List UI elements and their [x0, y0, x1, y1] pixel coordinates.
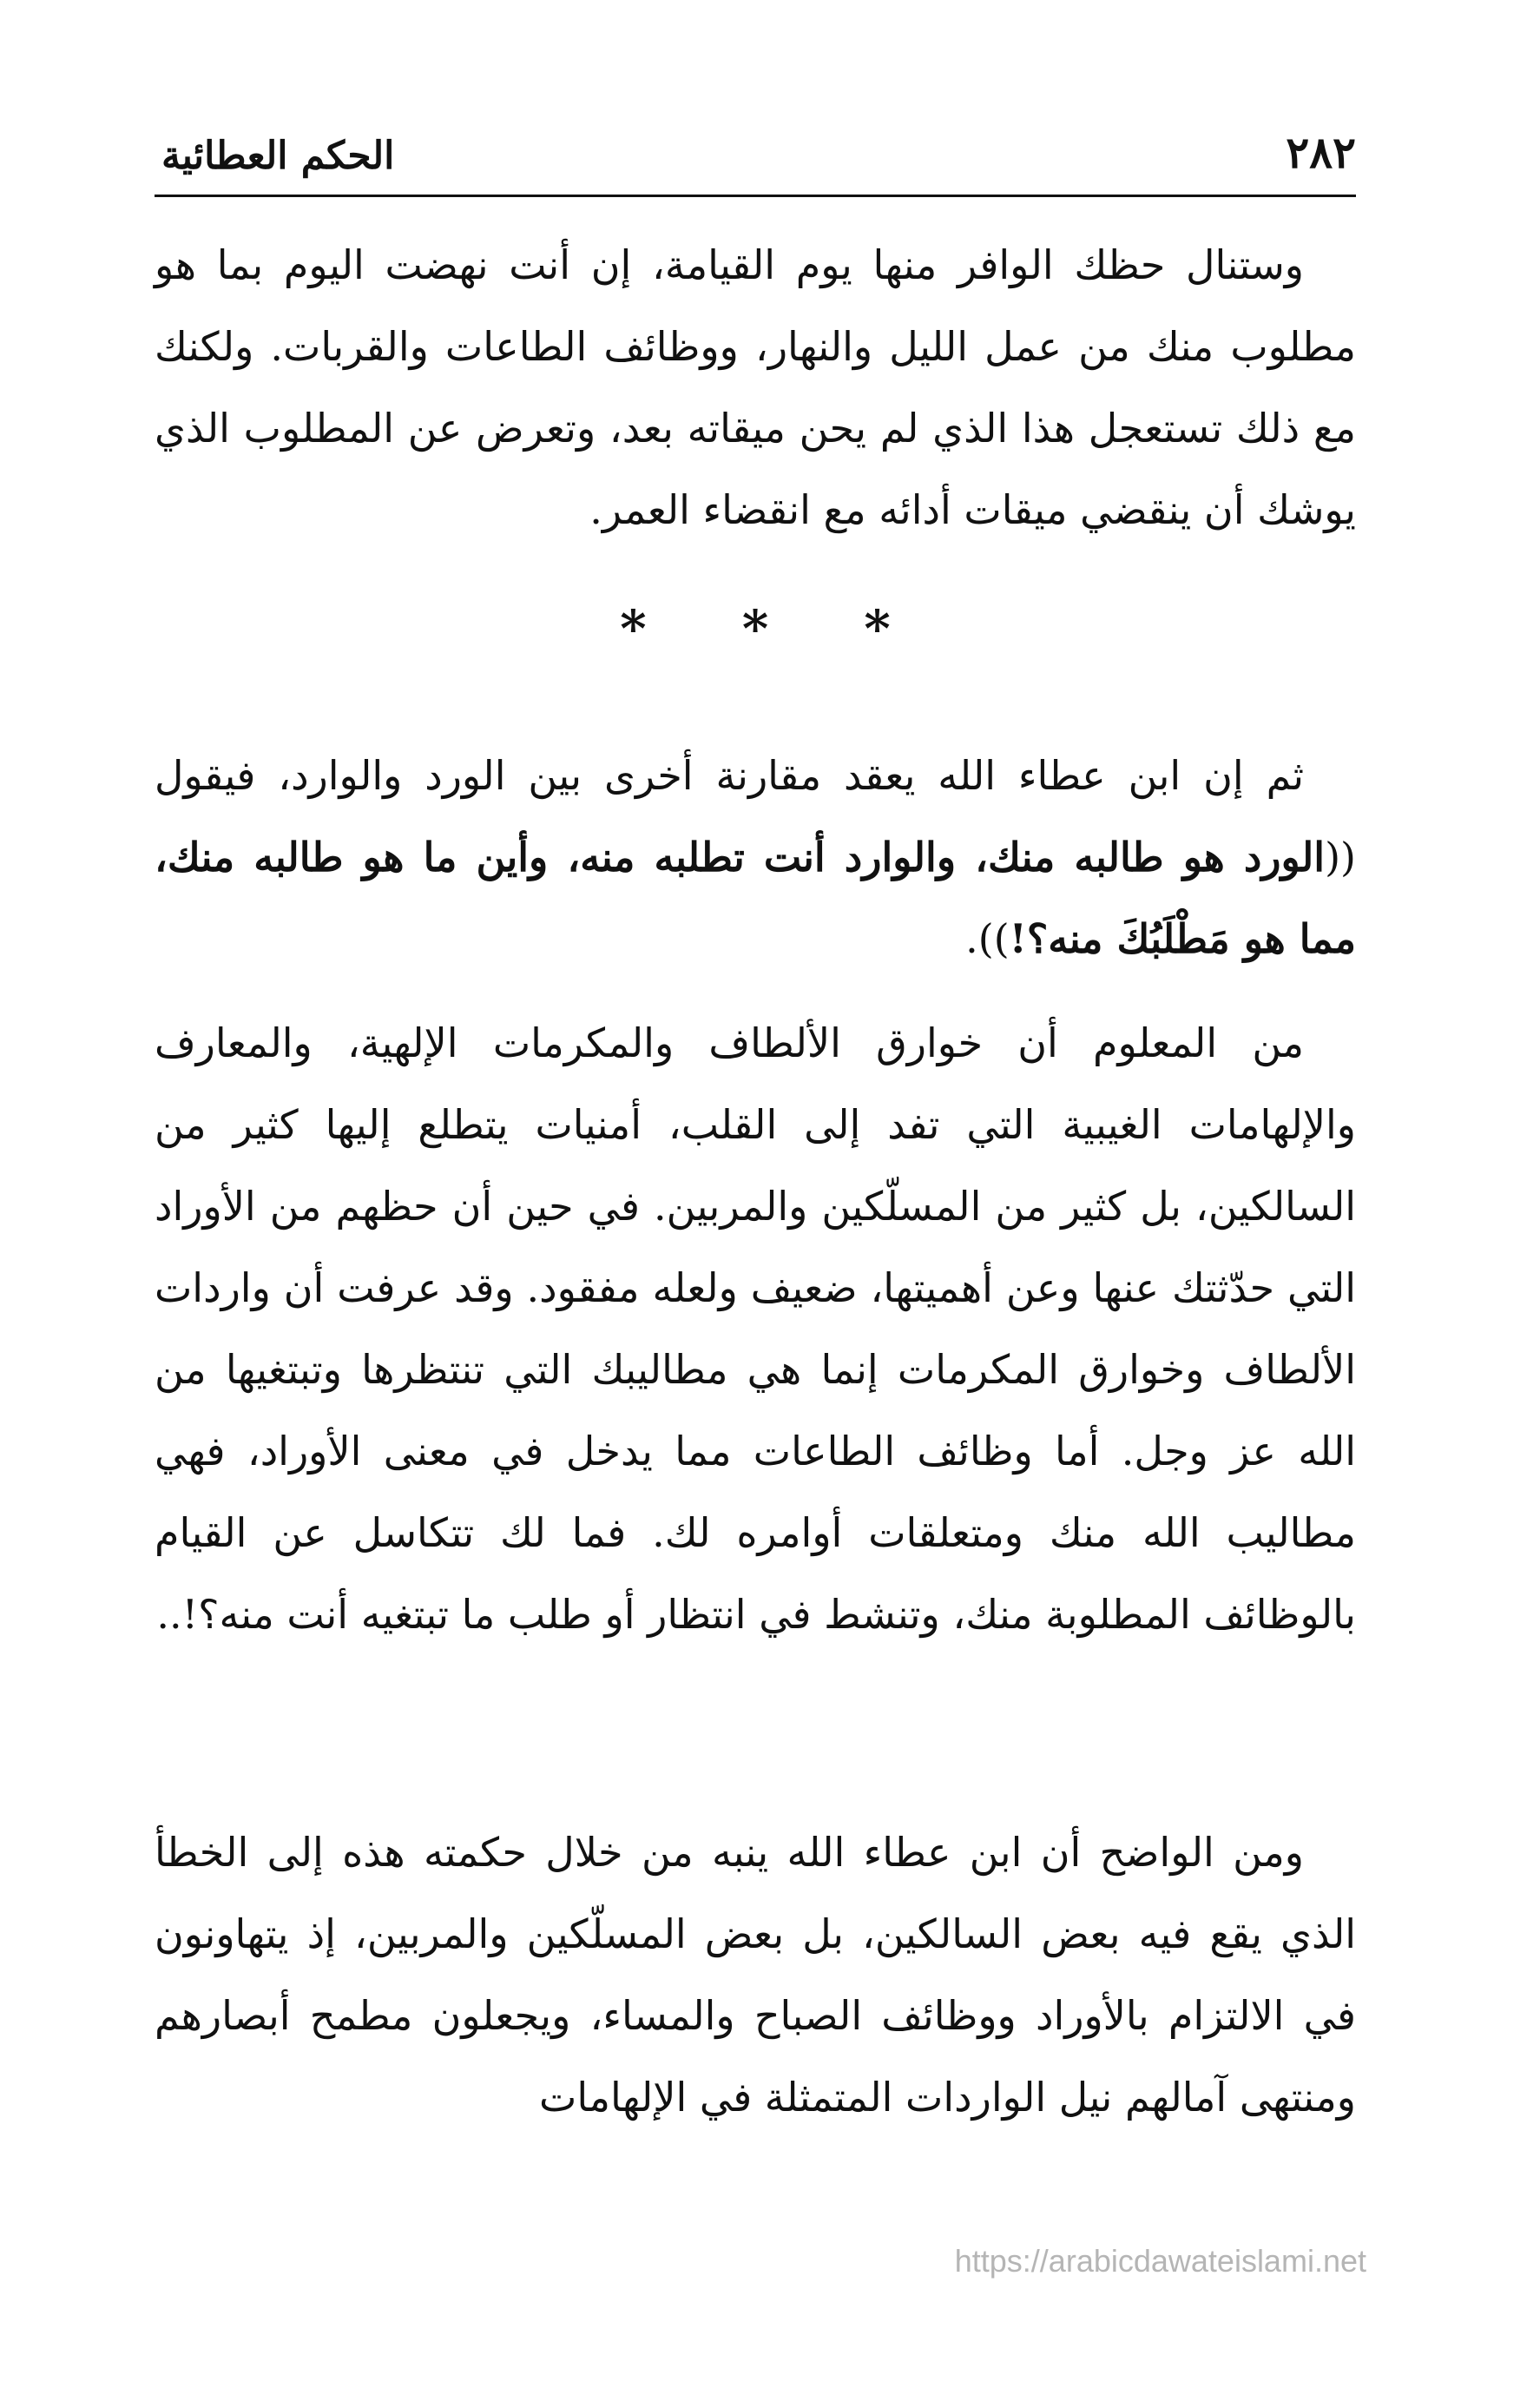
- paragraph-1-lead: ثم إن ابن عطاء الله يعقد مقارنة أخرى بين الورد والوارد، فيقول ((: [155, 752, 1356, 881]
- watermark-url: https://arabicdawateislami.net: [954, 2243, 1366, 2279]
- paragraph-1: [155, 735, 1356, 980]
- intro-text: وستنال حظك الوافر منها يوم القيامة، إن أنت نهضت اليوم بما هو مطلوب منك من عمل الليل والنهار، ووظائف الطاعات والقربات. ولكنك مع ذلك تستعجل هذا الذي لم يحن ميقاته بعد، وتعرض عن المطلوب الذي يوشك أن ينقضي ميقات أدائه مع انقضاء العمر.: [155, 241, 1356, 533]
- running-title: الحكم العطائية: [161, 134, 395, 178]
- intro-paragraph: [155, 224, 1356, 551]
- paragraph-3: [155, 1811, 1356, 2138]
- page-header: [155, 122, 1356, 191]
- paragraph-2: [155, 1002, 1356, 1655]
- paragraph-3-text: ومن الواضح أن ابن عطاء الله ينبه من خلال حكمته هذه إلى الخطأ الذي يقع فيه بعض السالكين، بل بعض المسلّكين والمربين، إذ يتهاونون في الالتزام بالأوراد ووظائف الصباح والمساء، ويجعلون مطمح أبصارهم ومنتهى آمالهم نيل الواردات المتمثلة في الإلهامات: [155, 1829, 1356, 2121]
- page-number: ٢٨٢: [1286, 127, 1356, 178]
- header-rule: [155, 195, 1356, 197]
- hikma-quote: الورد هو طالبه منك، والوارد أنت تطلبه منه، وأين ما هو طالبه منك، مما هو مَطْلَبُكَ منه؟!: [155, 834, 1356, 962]
- section-separator: * * *: [620, 599, 891, 658]
- paragraph-1-end: )).: [965, 915, 1010, 962]
- paragraph-2-text: من المعلوم أن خوارق الألطاف والمكرمات الإلهية، والمعارف والإلهامات الغيبية التي تفد إلى القلب، أمنيات يتطلع إليها كثير من السالكين، بل كثير من المسلّكين والمربين. في حين أن حظهم من الأوراد التي حدّثتك عنها وعن أهميتها، ضعيف ولعله مفقود. وقد عرفت أن واردات الألطاف وخوارق المكرمات إنما هي مطاليبك التي تنتظرها وتبتغيها من الله عز وجل. أما وظائف الطاعات مما يدخل في معنى الأوراد، فهي مطاليب الله منك ومتعلقات أوامره لك. فما لك تتكاسل عن القيام بالوظائف المطلوبة منك، وتنشط في انتظار أو طلب ما تبتغيه أنت منه؟!..: [155, 1019, 1356, 1638]
- paragraph-1-text: [155, 735, 1356, 980]
